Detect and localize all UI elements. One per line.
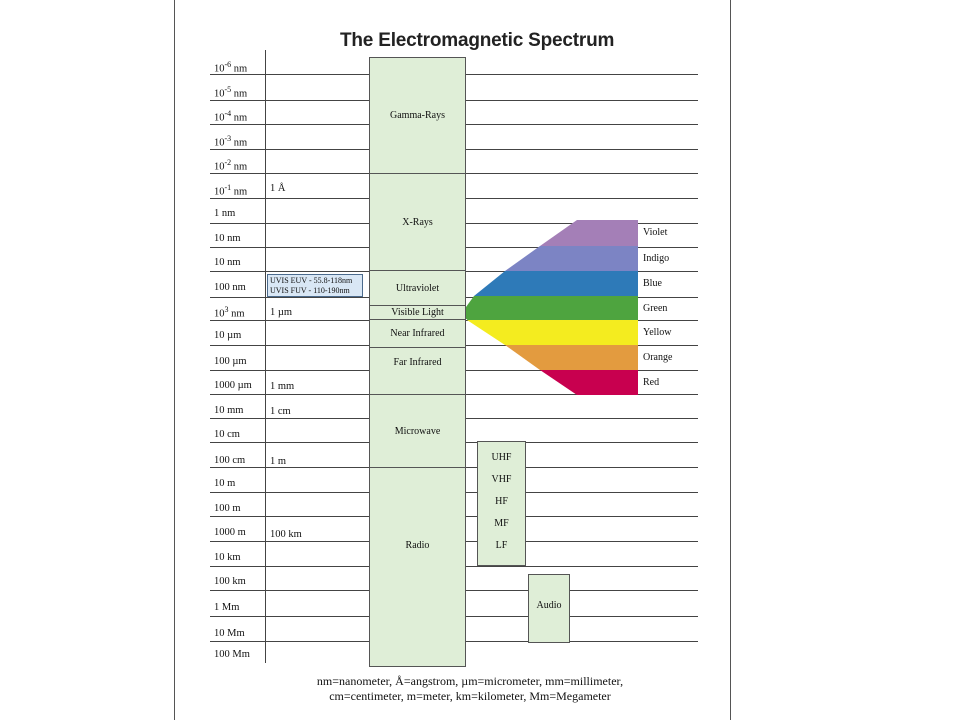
uvis-euv-label: UVIS EUV - 55.8-118nm bbox=[270, 276, 353, 285]
spectrum-band-green bbox=[467, 296, 638, 320]
scale-label-base: 10 bbox=[214, 308, 225, 320]
footnote-line-2: cm=centimeter, m=meter, km=kilometer, Mm=Megameter bbox=[329, 689, 611, 703]
scale-label-base: 10 bbox=[214, 161, 225, 173]
equiv-meter: 1 m bbox=[270, 456, 287, 467]
spectrum-band-indigo bbox=[505, 246, 638, 271]
band-x-rays-label: X-Rays bbox=[402, 216, 433, 228]
uvis-fuv-label: UVIS FUV - 110-190nm bbox=[270, 286, 350, 295]
scale-label-base: 1 nm bbox=[214, 208, 236, 219]
band-ultraviolet-label: Ultraviolet bbox=[395, 282, 440, 294]
color-label-violet: Violet bbox=[643, 227, 668, 238]
scale-label-base: 10 nm bbox=[214, 257, 241, 268]
scale-label-unit: nm bbox=[231, 137, 248, 149]
scale-label-base: 10 km bbox=[214, 552, 241, 563]
scale-label-base: 1000 m bbox=[214, 527, 246, 538]
scale-label-unit: nm bbox=[231, 112, 248, 124]
band-gamma-rays-label: Gamma-Rays bbox=[390, 110, 445, 121]
footnote-line-1: nm=nanometer, Å=angstrom, µm=micrometer, mm=millimeter, bbox=[316, 674, 624, 688]
scale-label-base: 10 bbox=[214, 88, 225, 100]
spectrum-band-blue bbox=[474, 271, 638, 296]
scale-label-base: 1000 µm bbox=[214, 380, 252, 391]
scale-label-base: 100 µm bbox=[214, 356, 247, 367]
scale-label-base: 10 µm bbox=[214, 330, 242, 341]
equiv-millimeter: 1 mm bbox=[270, 381, 295, 392]
scale-label-base: 10 nm bbox=[214, 233, 241, 244]
band-radio-label: Radio bbox=[405, 540, 430, 551]
scale-label-base: 10 bbox=[214, 137, 225, 149]
scale-label-exponent: -4 bbox=[224, 109, 232, 118]
subband-hf: HF bbox=[495, 496, 508, 507]
scale-label-base: 100 km bbox=[214, 576, 246, 587]
subband-vhf: VHF bbox=[491, 474, 512, 485]
color-label-orange: Orange bbox=[643, 352, 673, 363]
scale-label-exponent: 3 bbox=[224, 305, 229, 314]
color-label-blue: Blue bbox=[643, 278, 662, 289]
equiv-angstrom: 1 Å bbox=[270, 183, 286, 194]
spectrum-apex bbox=[466, 296, 474, 320]
subband-uhf: UHF bbox=[491, 452, 512, 463]
band-near-infrared-label: Near Infrared bbox=[390, 328, 445, 339]
spectrum-band-violet bbox=[540, 220, 638, 246]
scale-label-base: 10 m bbox=[214, 478, 236, 489]
scale-label-exponent: -1 bbox=[224, 183, 232, 192]
diagram-title: The Electromagnetic Spectrum bbox=[340, 30, 615, 51]
scale-label-unit: nm bbox=[231, 88, 248, 100]
band-microwave-label: Microwave bbox=[394, 425, 441, 437]
scale-label-base: 100 nm bbox=[214, 282, 246, 293]
scale-label-exponent: -3 bbox=[224, 134, 232, 143]
scale-label-base: 10 cm bbox=[214, 429, 240, 440]
scale-label-unit: nm bbox=[228, 308, 245, 320]
scale-label-base: 10 bbox=[214, 186, 225, 198]
scale-label-base: 10 Mm bbox=[214, 628, 245, 639]
band-far-infrared-label: Far Infrared bbox=[393, 357, 442, 368]
spectrum-band-orange bbox=[505, 345, 638, 370]
scale-label-base: 10 mm bbox=[214, 405, 244, 416]
equiv-centimeter: 1 cm bbox=[270, 406, 291, 417]
scale-label-exponent: -5 bbox=[224, 85, 232, 94]
scale-label-base: 100 cm bbox=[214, 455, 246, 466]
subband-mf: MF bbox=[494, 518, 509, 529]
equiv-100km: 100 km bbox=[270, 529, 302, 540]
color-label-green: Green bbox=[643, 303, 668, 314]
spectrum-band-yellow bbox=[467, 320, 638, 345]
scale-label-unit: nm bbox=[231, 161, 248, 173]
color-label-yellow: Yellow bbox=[643, 327, 672, 338]
subband-lf: LF bbox=[495, 540, 508, 551]
color-label-indigo: Indigo bbox=[643, 253, 670, 264]
scale-label-base: 1 Mm bbox=[214, 602, 240, 613]
scale-label-base: 100 Mm bbox=[214, 649, 250, 660]
equiv-micrometer: 1 µm bbox=[270, 307, 293, 318]
band-visible-light-label: Visible Light bbox=[391, 307, 444, 318]
scale-label-base: 10 bbox=[214, 112, 225, 124]
scale-label-exponent: -6 bbox=[224, 60, 232, 69]
spectrum-band-red bbox=[540, 370, 638, 395]
scale-label-unit: nm bbox=[231, 186, 248, 198]
scale-label-exponent: -2 bbox=[224, 158, 232, 167]
audio-label: Audio bbox=[536, 600, 562, 611]
scale-label-unit: nm bbox=[231, 63, 248, 75]
scale-label-base: 10 bbox=[214, 63, 225, 75]
color-label-red: Red bbox=[643, 377, 660, 388]
scale-label-base: 100 m bbox=[214, 503, 241, 514]
